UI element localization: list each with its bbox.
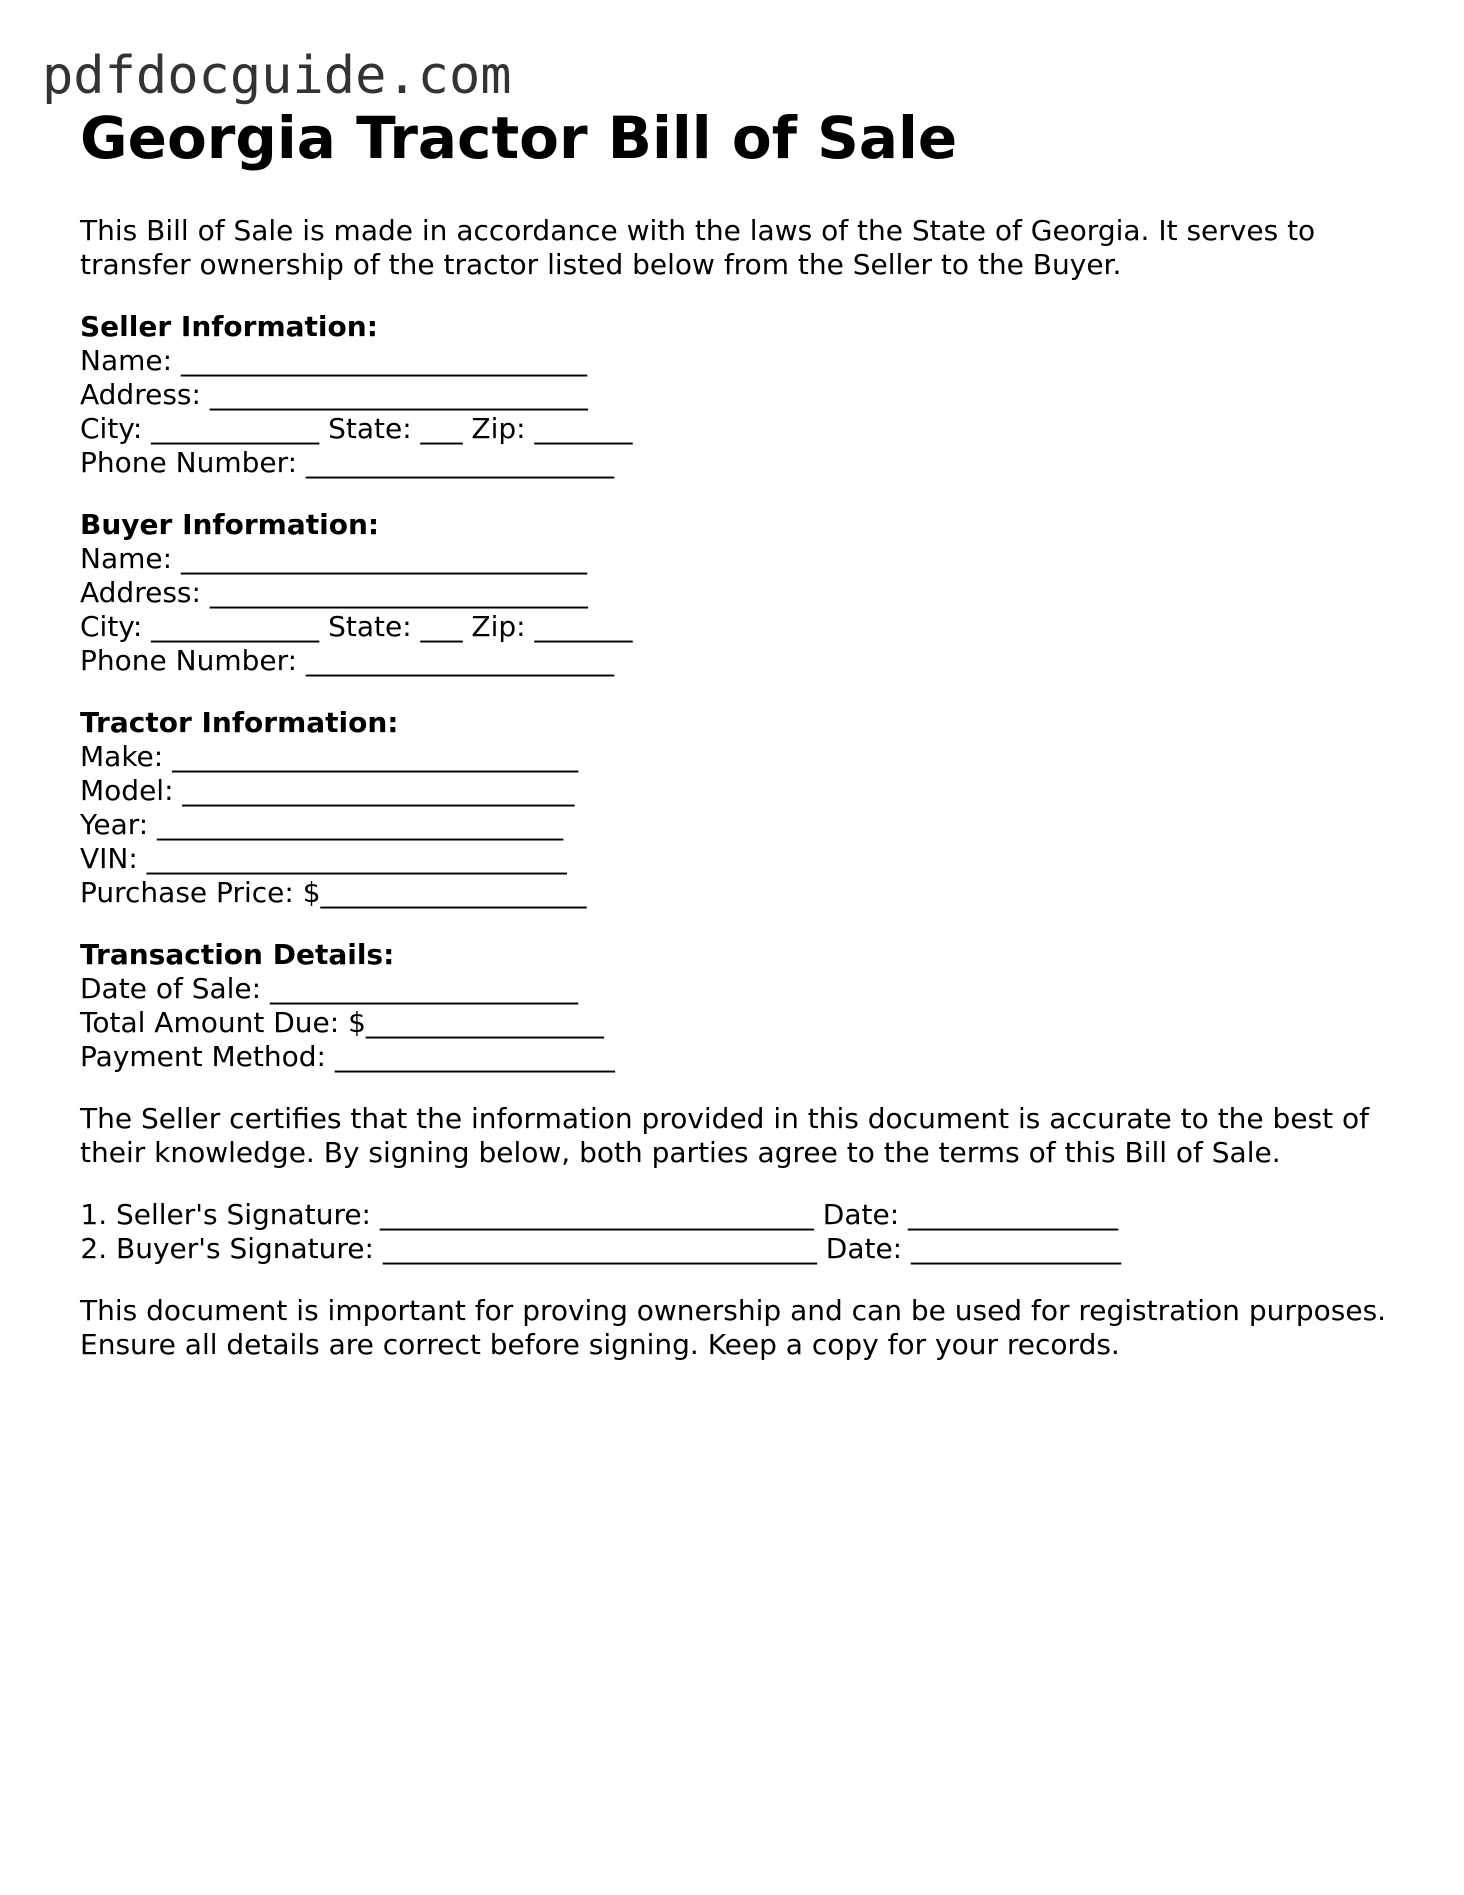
- buyer-address-field: Address: ___________________________: [80, 576, 588, 609]
- tractor-model-field: Model: ____________________________: [80, 774, 575, 807]
- transaction-section: [80, 938, 1400, 1074]
- intro-paragraph: This Bill of Sale is made in accordance with the laws of the State of Georgia. It serves to transfer ownership of the tractor listed below from the Seller to the Buyer.: [80, 214, 1316, 281]
- transaction-payment-field: Payment Method: ____________________: [80, 1040, 615, 1073]
- tractor-price-field: Purchase Price: $___________________: [80, 876, 587, 909]
- buyer-city-state-zip-field: City: ____________ State: ___ Zip: _______: [80, 610, 633, 643]
- seller-city-state-zip-field: City: ____________ State: ___ Zip: _______: [80, 412, 633, 445]
- transaction-total-field: Total Amount Due: $_________________: [80, 1006, 604, 1039]
- buyer-heading: Buyer Information:: [80, 508, 380, 541]
- closing-paragraph: This document is important for proving ownership and can be used for registration purposes. Ensure all details are correct before signing. Keep a copy for your records.: [80, 1294, 1387, 1361]
- transaction-heading: Transaction Details:: [80, 938, 395, 971]
- seller-phone-field: Phone Number: ______________________: [80, 446, 614, 479]
- certification-paragraph: The Seller certifies that the information provided in this document is accurate to the best of their knowledge. By signing below, both parties agree to the terms of this Bill of Sale.: [80, 1102, 1369, 1169]
- signature-list: [80, 1198, 1400, 1266]
- tractor-year-field: Year: _____________________________: [80, 808, 564, 841]
- seller-address-field: Address: ___________________________: [80, 378, 588, 411]
- seller-section: [80, 310, 1400, 480]
- seller-heading: Seller Information:: [80, 310, 378, 343]
- seller-signature-line: 1. Seller's Signature: _______________________________ Date: _______________: [116, 1198, 1400, 1232]
- transaction-date-field: Date of Sale: ______________________: [80, 972, 578, 1005]
- buyer-signature-line: 2. Buyer's Signature: _______________________________ Date: _______________: [116, 1232, 1400, 1266]
- document-page: [80, 100, 1400, 1362]
- buyer-phone-field: Phone Number: ______________________: [80, 644, 614, 677]
- document-title: Georgia Tractor Bill of Sale: [80, 104, 958, 172]
- buyer-name-field: Name: _____________________________: [80, 542, 587, 575]
- tractor-make-field: Make: _____________________________: [80, 740, 579, 773]
- tractor-section: [80, 706, 1400, 910]
- tractor-heading: Tractor Information:: [80, 706, 399, 739]
- seller-name-field: Name: _____________________________: [80, 344, 587, 377]
- tractor-vin-field: VIN: ______________________________: [80, 842, 567, 875]
- buyer-section: [80, 508, 1400, 678]
- watermark-text: pdfdocguide.com: [42, 46, 512, 106]
